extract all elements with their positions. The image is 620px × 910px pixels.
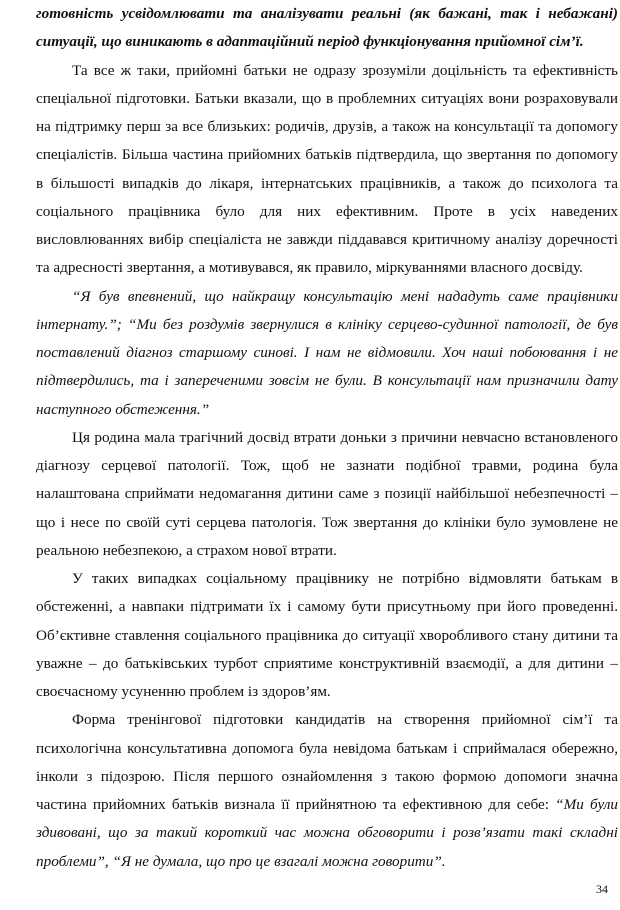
body-paragraph-4 (36, 706, 618, 876)
page-number: 34 (596, 882, 608, 896)
body-paragraph-1: Та все ж таки, прийомні батьки не одразу зрозуміли доцільність та ефективність спеціальної підготовки. Батьки вказали, що в проблемних ситуаціях вони розраховували на підтримку перш за все близьких: родичів, друзів, а також на консультації та допомогу спеціалістів. Більша частина прийомних батьків підтвердила, що звертання по допомогу в більшості випадків до лікаря, інтернатських працівників, а також до психолога та соціального працівника було для них ефективним. Проте в усіх наведених висловлюваннях вибір спеціаліста не завжди піддавався критичному аналізу доречності та адресності звертання, а мотивувався, як правило, міркуваннями власного досвіду. (36, 61, 618, 277)
body-paragraph-4-quote: “Ми були здивовані, що за такий короткий час можна обговорити і розв’язати такі складні проблеми”, “Я не думала, що про це взагалі можна говорити”. (36, 796, 618, 870)
body-paragraph-2: Ця родина мала трагічний досвід втрати доньки з причини невчасно встановленого діагнозу серцевої патології. Тож, щоб не зазнати подібної травми, родина була налаштована сприймати недомагання дитини саме з позиції найбільшої небезпечності – що і несе по своїй суті серцева патологія. Тож звертання до клініки було зумовлене не реальною небезпекою, а страхом нової втрати. (36, 428, 618, 559)
quote-paragraph: “Я був впевнений, що найкращу консультацію мені нададуть саме працівники інтернату.”; “Ми без роздумів звернулися в клініку серцево-судинної патології, де був поставлений діагноз старшому синові. І нам не відмовили. Хоч наші побоювання і не підтвердились, та і запереченими зовсім не були. В консультації нам призначили дату наступного обстеження.” (36, 287, 618, 418)
body-paragraph-3: У таких випадках соціальному працівнику не потрібно відмовляти батькам в обстеженні, а навпаки підтримати їх і самому бути присутньому при його проведенні. Об’єктивне ставлення соціального працівника до ситуації хворобливого стану дитини та уважне – до батьківських турбот сприятиме конструктивній взаємодії, а для дитини – своєчасному усуненню проблем із здоров’ям. (36, 570, 618, 700)
intro-paragraph: готовність усвідомлювати та аналізувати реальні (як бажані, так і небажані) ситуації, що виникають в адаптаційний період функціонування прийомної сім’ї. (36, 5, 618, 51)
document-page (36, 0, 618, 876)
body-paragraph-4-text: Форма тренінгової підготовки кандидатів на створення прийомної сім’ї та психологічна консультативна допомога була невідома батькам і сприймалася обережно, інколи з підозрою. Після першого ознайомлення з такою формою допомоги значна частина прийомних батьків визнала її прийнятною та ефективною для себе: (36, 711, 618, 813)
